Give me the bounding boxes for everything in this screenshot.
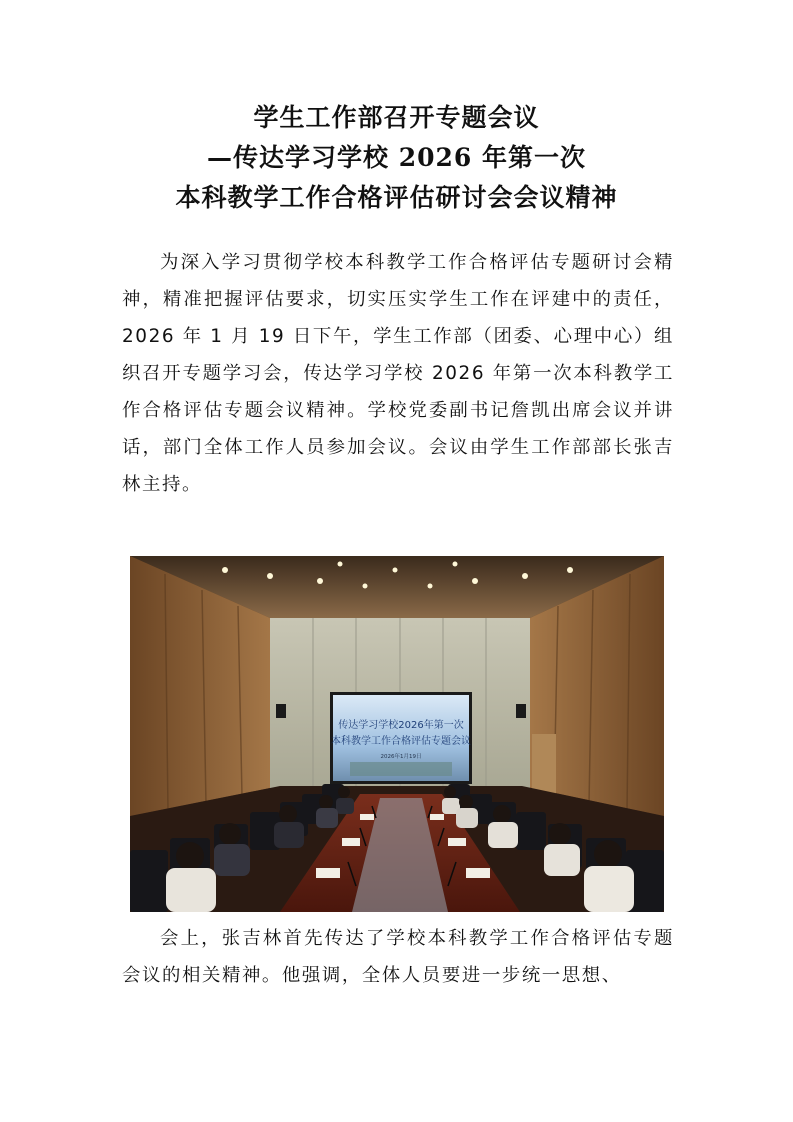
title-line-2: —传达学习学校 2026 年第一次 bbox=[207, 143, 586, 172]
title-line-1: 学生工作部召开专题会议 bbox=[253, 103, 540, 132]
screen-line-2: 本科教学工作合格评估专题会议 bbox=[331, 736, 471, 747]
meeting-photo bbox=[130, 556, 664, 912]
body-paragraph-1: 为深入学习贯彻学校本科教学工作合格评估专题研讨会精神，精准把握评估要求，切实压实学生工作在评建中的责任，2026 年 1 月 19 日下午，学生工作部（团委、心理中心）组织召开专题学习会，传达学习学校 2026 年第一次本科教学工作合格评估专题会议精神。学校党委副书记詹凯出席会议并讲话，部门全体工作人员参加会议。会议由学生工作部部长张吉林主持。 bbox=[122, 252, 674, 495]
title-line-3: 本科教学工作合格评估研讨会会议精神 bbox=[175, 183, 618, 212]
body-paragraph-2: 会上，张吉林首先传达了学校本科教学工作合格评估专题会议的相关精神。他强调，全体人员要进一步统一思想、 bbox=[122, 928, 674, 986]
screen-line-1: 传达学习学校2026年第一次 bbox=[338, 720, 464, 731]
screen-date: 2026年1月19日 bbox=[380, 754, 422, 760]
article-title bbox=[0, 98, 793, 218]
